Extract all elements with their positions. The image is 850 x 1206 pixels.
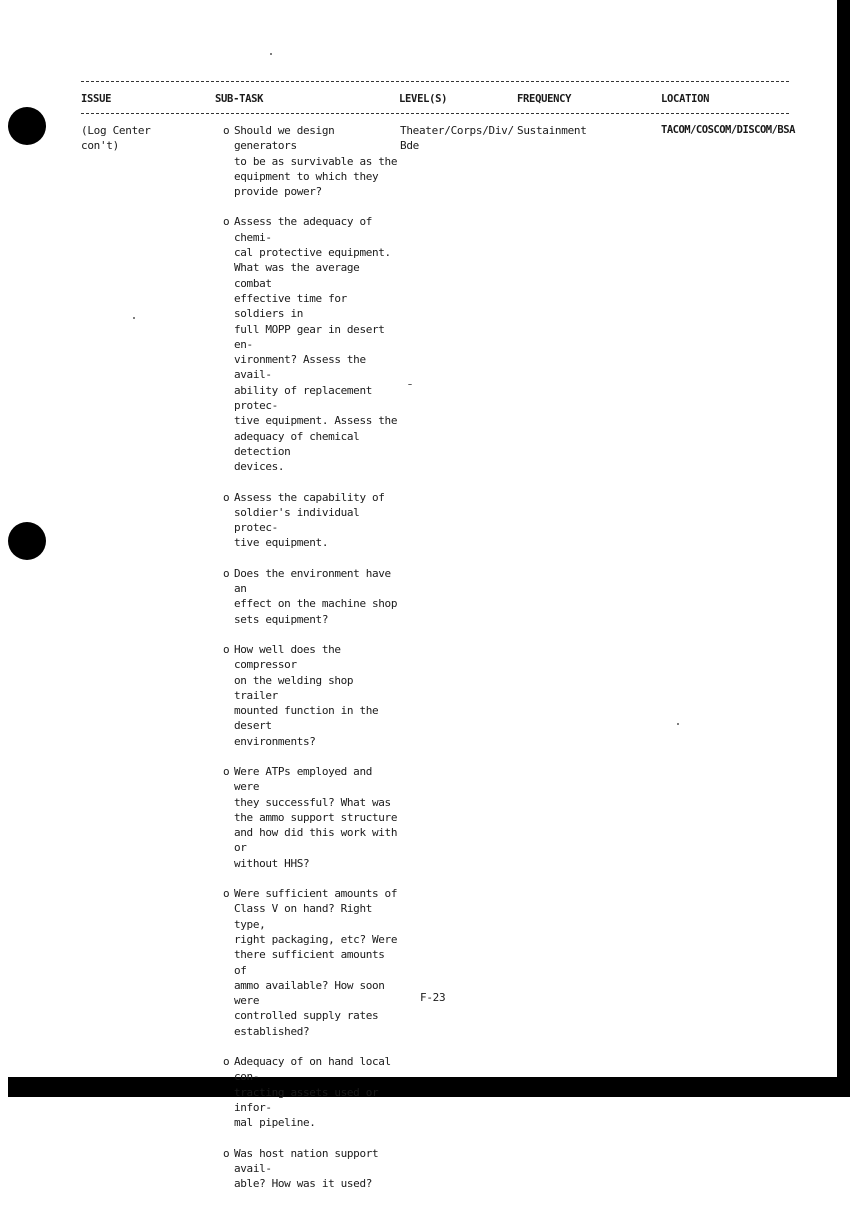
sub-task-text: Were ATPs employed and were they successful? What was the ammo support structure and how did this work with or without HHS? <box>234 764 398 870</box>
bullet-marker: o <box>223 215 230 229</box>
bullet-marker: o <box>223 887 230 901</box>
sub-task-item <box>223 1054 403 1130</box>
sub-task-item <box>223 886 403 1039</box>
bullet-marker: o <box>223 566 230 580</box>
sub-task-text: Does the environment have an effect on the machine shop sets equipment? <box>234 566 398 626</box>
frequency-cell: Sustainment <box>517 124 587 137</box>
scan-border-right <box>837 0 850 1097</box>
scan-speck <box>408 384 412 385</box>
page-number: F-23 <box>420 991 446 1004</box>
column-header-levels: LEVEL(S) <box>399 93 448 105</box>
bullet-marker: o <box>223 764 230 778</box>
sub-task-item <box>223 123 403 199</box>
punch-hole-bottom <box>8 522 46 560</box>
sub-task-text: Was host nation support avail- able? How was it used? <box>234 1146 379 1191</box>
header-rule-top <box>81 81 789 82</box>
sub-task-text: Should we design generators to be as survivable as the equipment to which they provide power? <box>234 124 398 199</box>
levels-cell: Theater/Corps/Div/ Bde <box>400 124 514 153</box>
scan-speck <box>133 317 135 319</box>
sub-task-text: Assess the adequacy of chemi- cal protective equipment. What was the average combat effective time for soldiers in full MOPP gear in desert en- vironment? Assess the avail- ability of replacement protec- tive equipment. Assess the adequacy of chemical detection devices. <box>234 215 398 474</box>
bullet-marker: o <box>223 124 230 137</box>
bullet-marker: o <box>223 1146 230 1160</box>
scan-border-bottom <box>8 1077 850 1097</box>
bullet-marker: o <box>223 490 230 504</box>
sub-task-text: How well does the compressor on the welding shop trailer mounted function in the desert environments? <box>234 642 379 748</box>
punch-hole-top <box>8 107 46 145</box>
sub-task-item <box>223 1146 403 1192</box>
column-header-location: LOCATION <box>661 93 710 105</box>
column-header-sub-task: SUB-TASK <box>215 93 264 105</box>
sub-task-list <box>223 123 403 1206</box>
bullet-marker: o <box>223 1055 230 1069</box>
column-header-frequency: FREQUENCY <box>517 93 572 105</box>
sub-task-item <box>223 490 403 551</box>
sub-task-text: Were sufficient amounts of Class V on hand? Right type, right packaging, etc? Were there sufficient amounts of ammo available? How soon were controlled supply rates established? <box>234 887 398 1038</box>
sub-task-text: Adequacy of on hand local con- tracting assets used or infor- mal pipeline. <box>234 1055 391 1130</box>
scan-speck <box>677 723 679 725</box>
location-cell: TACOM/COSCOM/DISCOM/BSA <box>661 124 795 136</box>
sub-task-item <box>223 566 403 627</box>
sub-task-text: Assess the capability of soldier's individual protec- tive equipment. <box>234 490 385 550</box>
sub-task-item <box>223 214 403 474</box>
sub-task-item <box>223 642 403 749</box>
bullet-marker: o <box>223 642 230 656</box>
header-rule-bottom <box>81 113 789 114</box>
issue-cell: (Log Center con't) <box>81 124 151 153</box>
sub-task-item <box>223 764 403 871</box>
scan-speck <box>270 53 272 55</box>
column-header-issue: ISSUE <box>81 93 112 105</box>
